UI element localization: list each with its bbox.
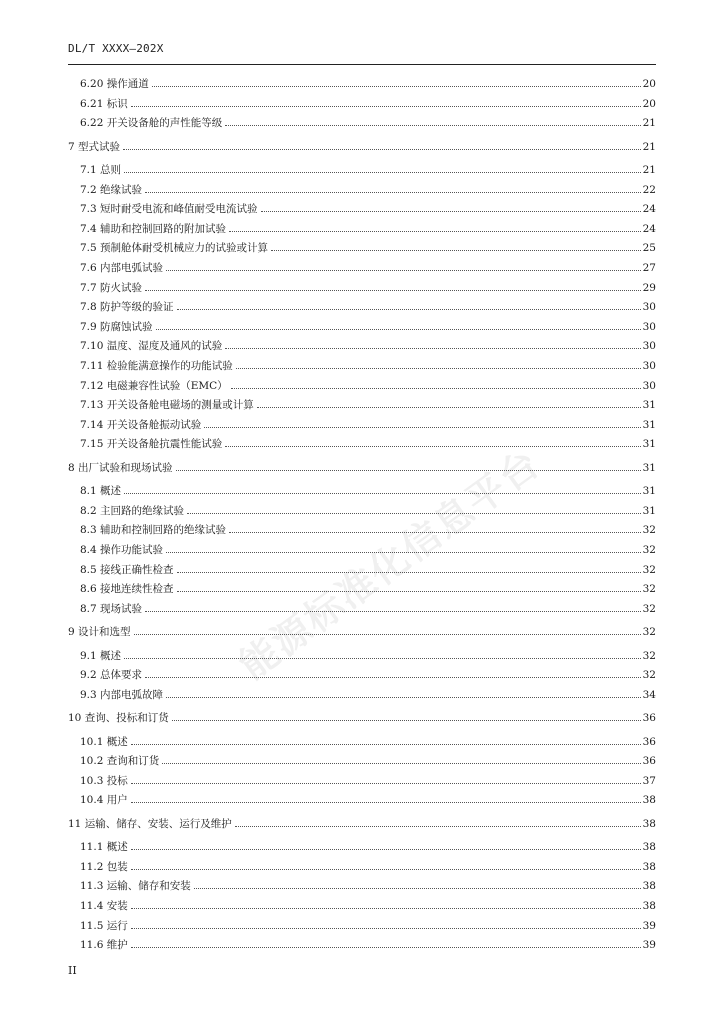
- toc-entry-page-number: 30: [642, 360, 656, 372]
- toc-dot-leader: [176, 470, 641, 471]
- toc-section-entry[interactable]: [80, 601, 656, 617]
- page-number-footer: II: [68, 964, 77, 977]
- toc-dot-leader: [124, 172, 641, 173]
- toc-entry-page-number: 32: [642, 544, 656, 556]
- toc-entry-page-number: 20: [642, 97, 656, 110]
- toc-chapter-entry[interactable]: [68, 624, 656, 640]
- toc-section-entry[interactable]: [80, 221, 656, 237]
- toc-entry-title: 11.3 运输、储存和安装: [80, 880, 191, 893]
- toc-entry-page-number: 31: [642, 504, 656, 517]
- toc-entry-title: 10.1 概述: [80, 735, 128, 748]
- toc-entry-page-number: 30: [642, 301, 656, 314]
- toc-dot-leader: [271, 250, 641, 251]
- toc-entry-page-number: 32: [642, 563, 656, 576]
- toc-dot-leader: [123, 149, 641, 150]
- toc-section-entry[interactable]: [80, 115, 656, 131]
- toc-section-entry[interactable]: [80, 648, 656, 664]
- toc-entry-page-number: 31: [642, 485, 656, 498]
- toc-entry-title: 9.3 内部电弧故障: [80, 688, 164, 701]
- toc-entry-title: 6.21 标识: [80, 97, 128, 110]
- toc-dot-leader: [152, 86, 641, 87]
- toc-section-entry[interactable]: [80, 182, 656, 198]
- toc-section-entry[interactable]: [80, 581, 656, 597]
- toc-section-entry[interactable]: [80, 773, 656, 789]
- toc-entry-title: 7.2 绝缘试验: [80, 183, 143, 196]
- toc-entry-page-number: 31: [642, 399, 656, 412]
- toc-section-entry[interactable]: [80, 397, 656, 413]
- toc-entry-page-number: 38: [642, 841, 656, 854]
- toc-section-entry[interactable]: [80, 319, 656, 335]
- toc-entry-title: 11.4 安装: [80, 900, 128, 912]
- toc-section-entry[interactable]: [80, 201, 656, 217]
- toc-section-entry[interactable]: [80, 542, 656, 558]
- toc-dot-leader: [236, 368, 641, 369]
- toc-entry-title: 8.6 接地连续性检查: [80, 583, 174, 596]
- toc-section-entry[interactable]: [80, 240, 656, 256]
- toc-dot-leader: [166, 552, 641, 553]
- toc-section-entry[interactable]: [80, 436, 656, 452]
- toc-dot-leader: [225, 348, 640, 349]
- toc-entry-page-number: 30: [642, 320, 656, 333]
- toc-dot-leader: [194, 888, 641, 889]
- toc-entry-title: 8.7 现场试验: [80, 602, 143, 615]
- toc-entry-page-number: 32: [642, 602, 656, 615]
- toc-section-entry[interactable]: [80, 280, 656, 296]
- toc-dot-leader: [166, 697, 641, 698]
- toc-dot-leader: [156, 329, 641, 330]
- toc-dot-leader: [177, 591, 641, 592]
- watermark: 能源标准化信息平台: [231, 440, 549, 688]
- toc-entry-title: 7.3 短时耐受电流和峰值耐受电流试验: [80, 203, 258, 216]
- toc-chapter-entry[interactable]: [68, 139, 656, 155]
- toc-dot-leader: [131, 849, 641, 850]
- toc-chapter-entry[interactable]: [68, 816, 656, 832]
- toc-chapter-entry[interactable]: [68, 460, 656, 476]
- toc-dot-leader: [131, 908, 641, 909]
- toc-dot-leader: [134, 634, 641, 635]
- toc-dot-leader: [261, 211, 641, 212]
- toc-dot-leader: [162, 763, 640, 764]
- toc-entry-title: 7.7 防火试验: [80, 281, 143, 294]
- toc-entry-title: 7.10 温度、湿度及通风的试验: [80, 340, 223, 353]
- toc-entry-page-number: 32: [642, 669, 656, 682]
- toc-entry-title: 7.15 开关设备舱抗震性能试验: [80, 438, 223, 451]
- toc-entry-page-number: 24: [642, 203, 656, 216]
- toc-dot-leader: [131, 928, 641, 929]
- toc-dot-leader: [131, 783, 641, 784]
- toc-entry-page-number: 37: [642, 774, 656, 787]
- toc-entry-page-number: 32: [642, 524, 656, 537]
- toc-entry-page-number: 29: [642, 281, 656, 294]
- toc-entry-title: 6.22 开关设备舱的声性能等级: [80, 117, 223, 130]
- toc-entry-title: 10 查询、投标和订货: [68, 712, 169, 725]
- toc-section-entry[interactable]: [80, 378, 656, 394]
- toc-section-entry[interactable]: [80, 918, 656, 934]
- toc-entry-page-number: 38: [642, 880, 656, 893]
- toc-section-entry[interactable]: [80, 898, 656, 914]
- toc-dot-leader: [231, 388, 641, 389]
- toc-dot-leader: [124, 493, 641, 494]
- toc-entry-page-number: 24: [642, 222, 656, 235]
- toc-entry-title: 7.13 开关设备舱电磁场的测量或计算: [80, 399, 254, 412]
- toc-entry-page-number: 27: [642, 262, 656, 274]
- toc-section-entry[interactable]: [80, 358, 656, 374]
- toc-entry-page-number: 22: [642, 183, 656, 196]
- toc-section-entry[interactable]: [80, 96, 656, 112]
- toc-entry-page-number: 21: [642, 117, 656, 130]
- toc-dot-leader: [177, 572, 641, 573]
- toc-entry-title: 7.9 防腐蚀试验: [80, 320, 153, 333]
- toc-entry-page-number: 36: [642, 735, 656, 748]
- toc-entry-page-number: 38: [642, 900, 656, 912]
- toc-entry-title: 7.11 检验能满意操作的功能试验: [80, 360, 233, 372]
- toc-entry-title: 7.1 总则: [80, 164, 122, 176]
- toc-entry-page-number: 32: [642, 649, 656, 662]
- toc-entry-title: 10.4 用户: [80, 794, 128, 807]
- toc-dot-leader: [145, 677, 641, 678]
- toc-entry-title: 7 型式试验: [68, 140, 121, 153]
- toc-section-entry[interactable]: [80, 417, 656, 433]
- toc-section-entry[interactable]: [80, 878, 656, 894]
- toc-entry-page-number: 38: [642, 794, 656, 807]
- toc-section-entry[interactable]: [80, 76, 656, 92]
- toc-entry-title: 7.8 防护等级的验证: [80, 301, 174, 314]
- toc-entry-page-number: 39: [642, 919, 656, 932]
- toc-entry-title: 8.5 接线正确性检查: [80, 563, 174, 576]
- toc-entry-page-number: 31: [642, 418, 656, 431]
- toc-dot-leader: [229, 532, 641, 533]
- toc-entry-title: 8.1 概述: [80, 485, 122, 498]
- toc-dot-leader: [145, 611, 641, 612]
- toc-section-entry[interactable]: [80, 792, 656, 808]
- toc-entry-title: 7.14 开关设备舱振动试验: [80, 418, 202, 431]
- toc-section-entry[interactable]: [80, 667, 656, 683]
- toc-section-entry[interactable]: [80, 859, 656, 875]
- toc-section-entry[interactable]: [80, 162, 656, 178]
- toc-section-entry[interactable]: [80, 522, 656, 538]
- header-divider: [68, 64, 656, 65]
- toc-entry-page-number: 32: [642, 583, 656, 596]
- toc-entry-title: 8.4 操作功能试验: [80, 544, 164, 556]
- toc-entry-page-number: 39: [642, 939, 656, 952]
- toc-dot-leader: [145, 290, 641, 291]
- toc-dot-leader: [187, 513, 641, 514]
- toc-entry-title: 10.2 查询和订货: [80, 755, 160, 768]
- toc-entry-title: 11 运输、储存、安装、运行及维护: [68, 817, 232, 830]
- toc-dot-leader: [235, 826, 641, 827]
- toc-section-entry[interactable]: [80, 338, 656, 354]
- toc-dot-leader: [131, 744, 641, 745]
- toc-dot-leader: [172, 720, 641, 721]
- toc-entry-page-number: 32: [642, 626, 656, 639]
- toc-dot-leader: [131, 947, 641, 948]
- toc-section-entry[interactable]: [80, 503, 656, 519]
- toc-dot-leader: [225, 446, 640, 447]
- toc-entry-page-number: 25: [642, 242, 656, 255]
- toc-entry-page-number: 30: [642, 379, 656, 392]
- toc-entry-page-number: 20: [642, 78, 656, 90]
- toc-section-entry[interactable]: [80, 483, 656, 499]
- toc-section-entry[interactable]: [80, 753, 656, 769]
- document-code-header: DL/T XXXX—202X: [68, 42, 164, 55]
- toc-dot-leader: [131, 802, 641, 803]
- toc-entry-title: 8 出厂试验和现场试验: [68, 461, 173, 474]
- toc-dot-leader: [131, 106, 641, 107]
- toc-entry-title: 7.4 辅助和控制回路的附加试验: [80, 222, 227, 235]
- toc-dot-leader: [225, 125, 640, 126]
- toc-entry-page-number: 21: [642, 140, 656, 153]
- toc-entry-title: 7.6 内部电弧试验: [80, 262, 164, 274]
- toc-entry-title: 9 设计和选型: [68, 626, 131, 639]
- toc-section-entry[interactable]: [80, 562, 656, 578]
- toc-entry-page-number: 34: [642, 688, 656, 701]
- toc-dot-leader: [257, 407, 641, 408]
- toc-entry-title: 11.2 包装: [80, 860, 128, 873]
- toc-section-entry[interactable]: [80, 937, 656, 953]
- toc-dot-leader: [124, 658, 641, 659]
- toc-entry-page-number: 21: [642, 164, 656, 176]
- toc-entry-page-number: 31: [642, 461, 656, 474]
- toc-entry-title: 11.1 概述: [80, 841, 128, 854]
- toc-dot-leader: [166, 270, 641, 271]
- toc-entry-page-number: 30: [642, 340, 656, 353]
- toc-entry-title: 8.3 辅助和控制回路的绝缘试验: [80, 524, 227, 537]
- toc-entry-title: 7.5 预制舱体耐受机械应力的试验或计算: [80, 242, 269, 255]
- toc-section-entry[interactable]: [80, 260, 656, 276]
- toc-dot-leader: [131, 869, 641, 870]
- toc-entry-page-number: 38: [642, 817, 656, 830]
- toc-entry-title: 9.2 总体要求: [80, 669, 143, 682]
- toc-entry-title: 11.6 维护: [80, 939, 128, 952]
- toc-section-entry[interactable]: [80, 687, 656, 703]
- toc-dot-leader: [177, 309, 641, 310]
- toc-entry-title: 9.1 概述: [80, 649, 122, 662]
- toc-entry-title: 7.12 电磁兼容性试验（EMC）: [80, 379, 228, 392]
- toc-dot-leader: [145, 192, 641, 193]
- toc-chapter-entry[interactable]: [68, 710, 656, 726]
- toc-entry-page-number: 36: [642, 712, 656, 725]
- toc-section-entry[interactable]: [80, 839, 656, 855]
- toc-section-entry[interactable]: [80, 299, 656, 315]
- toc-entry-page-number: 38: [642, 860, 656, 873]
- toc-dot-leader: [204, 427, 640, 428]
- toc-entry-page-number: 36: [642, 755, 656, 768]
- toc-dot-leader: [229, 231, 641, 232]
- toc-entry-title: 6.20 操作通道: [80, 78, 149, 90]
- toc-entry-page-number: 31: [642, 438, 656, 451]
- toc-entry-title: 8.2 主回路的绝缘试验: [80, 504, 185, 517]
- toc-section-entry[interactable]: [80, 734, 656, 750]
- toc-entry-title: 10.3 投标: [80, 774, 128, 787]
- toc-entry-title: 11.5 运行: [80, 919, 128, 932]
